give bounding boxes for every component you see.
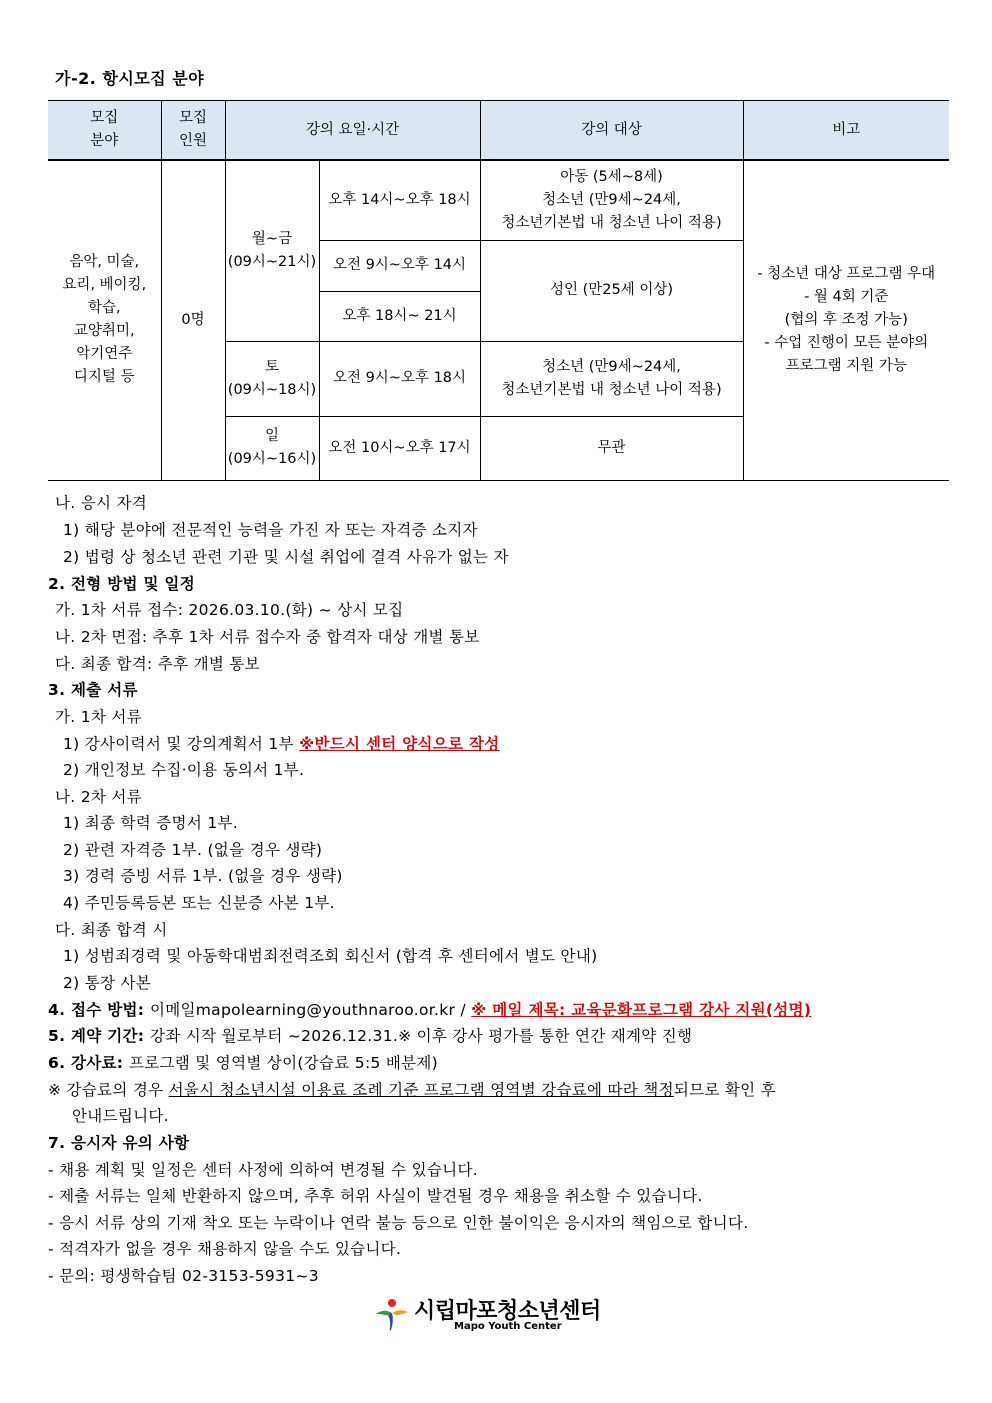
documents-first-item-2: 2) 개인정보 수집·이용 동의서 1부. bbox=[63, 761, 305, 779]
header-target: 강의 대상 bbox=[480, 101, 743, 161]
documents-final-heading: 다. 최종 합격 시 bbox=[55, 921, 168, 939]
header-field: 모집 분야 bbox=[48, 101, 161, 161]
cell-time-3: 오후 18시~ 21시 bbox=[319, 291, 480, 341]
notes-item-3: - 응시 서류 상의 기재 착오 또는 누락이나 연락 불능 등으로 인한 불이익은 응시자의 책임으로 합니다. bbox=[48, 1214, 749, 1232]
documents-second-heading: 나. 2차 서류 bbox=[55, 788, 142, 806]
cell-target-2: 성인 (만25세 이상) bbox=[480, 240, 743, 341]
qualification-item-2: 2) 법령 상 청소년 관련 기관 및 시설 취업에 결격 사유가 없는 자 bbox=[63, 548, 509, 566]
fee-notice-suffix: 되므로 확인 후 bbox=[673, 1081, 776, 1099]
notes-item-2: - 제출 서류는 일체 반환하지 않으며, 추후 허위 사실이 발견될 경우 채용을 취소할 수 있습니다. bbox=[48, 1187, 703, 1205]
application-method bbox=[48, 998, 811, 1020]
lecture-fee-text: 프로그램 및 영역별 상이(강습료 5:5 배분제) bbox=[128, 1054, 439, 1072]
notes-heading: 7. 응시자 유의 사항 bbox=[48, 1134, 190, 1152]
documents-first-item-1 bbox=[63, 732, 500, 754]
header-count: 모집 인원 bbox=[161, 101, 225, 161]
cell-target-4: 무관 bbox=[480, 416, 743, 480]
cell-time-5: 오전 10시~오후 17시 bbox=[319, 416, 480, 480]
contract-period-label: 5. 계약 기간: bbox=[48, 1027, 150, 1045]
cell-count: 0명 bbox=[161, 160, 225, 480]
contract-period-text: 강좌 시작 월로부터 ~2026.12.31.※ 이후 강사 평가를 통한 연간 재계약 진행 bbox=[149, 1027, 693, 1045]
section-title: 가-2. 항시모집 분야 bbox=[55, 69, 205, 88]
documents-final-item-1: 1) 성범죄경력 및 아동학대범죄전력조회 회신서 (합격 후 센터에서 별도 안내) bbox=[63, 947, 598, 965]
selection-item-3: 다. 최종 합격: 추후 개별 통보 bbox=[55, 655, 260, 673]
lecture-fee bbox=[48, 1051, 438, 1073]
contract-period bbox=[48, 1024, 692, 1046]
selection-item-2: 나. 2차 면접: 추후 1차 서류 접수자 중 합격자 대상 개별 통보 bbox=[55, 628, 480, 646]
table-header-row bbox=[48, 101, 949, 161]
notes-item-5: - 문의: 평생학습팀 02-3153-5931~3 bbox=[48, 1267, 319, 1285]
selection-heading: 2. 전형 방법 및 일정 bbox=[48, 575, 195, 593]
documents-second-item-1: 1) 최종 학력 증명서 1부. bbox=[63, 814, 238, 832]
documents-heading: 3. 제출 서류 bbox=[48, 681, 138, 699]
qualification-item-1: 1) 해당 분야에 전문적인 능력을 가진 자 또는 자격증 소지자 bbox=[63, 521, 478, 539]
application-method-label: 4. 접수 방법: bbox=[48, 1001, 150, 1019]
fee-notice-rule: 서울시 청소년시설 이용료 조례 기준 프로그램 영역별 강습료에 따라 책정 bbox=[168, 1081, 674, 1099]
center-logo-subtitle: Mapo Youth Center bbox=[454, 1321, 562, 1332]
documents-second-item-4: 4) 주민등록등본 또는 신분증 사본 1부. bbox=[63, 894, 335, 912]
center-logo-name: 시립마포청소년센터 bbox=[414, 1299, 601, 1324]
fee-notice-continued: 안내드립니다. bbox=[72, 1107, 169, 1125]
cell-days-weekday: 월~금 (09시~21시) bbox=[225, 160, 319, 341]
lecture-fee-label: 6. 강사료: bbox=[48, 1054, 129, 1072]
documents-second-item-2: 2) 관련 자격증 1부. (없을 경우 생략) bbox=[63, 841, 323, 859]
documents-first-item-1-text: 1) 강사이력서 및 강의계획서 1부 bbox=[63, 735, 300, 753]
center-logo bbox=[372, 1296, 602, 1336]
documents-second-item-3: 3) 경력 증빙 서류 1부. (없을 경우 생략) bbox=[63, 867, 343, 885]
cell-target-3: 청소년 (만9세~24세, 청소년기본법 내 청소년 나이 적용) bbox=[480, 341, 743, 416]
cell-days-sat: 토 (09시~18시) bbox=[225, 341, 319, 416]
selection-item-1: 가. 1차 서류 접수: 2026.03.10.(화) ~ 상시 모집 bbox=[55, 601, 404, 619]
cell-target-1: 아동 (5세~8세) 청소년 (만9세~24세, 청소년기본법 내 청소년 나이 적용) bbox=[480, 160, 743, 240]
cell-time-4: 오전 9시~오후 18시 bbox=[319, 341, 480, 416]
cell-field: 음악, 미술, 요리, 베이킹, 학습, 교양취미, 악기연주 디지털 등 bbox=[48, 160, 161, 480]
application-email[interactable]: 이메일mapolearning@youthnaroo.or.kr / bbox=[149, 1001, 472, 1019]
header-schedule: 강의 요일·시간 bbox=[225, 101, 480, 161]
cell-days-sun: 일 (09시~16시) bbox=[225, 416, 319, 480]
notes-item-4: - 적격자가 없을 경우 채용하지 않을 수도 있습니다. bbox=[48, 1240, 402, 1258]
cell-time-2: 오전 9시~오후 14시 bbox=[319, 240, 480, 291]
fee-notice-prefix: ※ 강습료의 경우 bbox=[48, 1081, 169, 1099]
fee-notice bbox=[48, 1078, 776, 1100]
documents-final-item-2: 2) 통장 사본 bbox=[63, 974, 152, 992]
notes-item-1: - 채용 계획 및 일정은 센터 사정에 의하여 변경될 수 있습니다. bbox=[48, 1161, 478, 1179]
email-subject-notice: ※ 메일 제목: 교육문화프로그램 강사 지원(성명) bbox=[471, 1001, 812, 1019]
qualification-heading: 나. 응시 자격 bbox=[55, 494, 148, 512]
table-row bbox=[48, 160, 949, 240]
header-note: 비고 bbox=[743, 101, 949, 161]
center-logo-icon bbox=[372, 1296, 412, 1336]
cell-time-1: 오후 14시~오후 18시 bbox=[319, 160, 480, 240]
template-notice: ※반드시 센터 양식으로 작성 bbox=[299, 735, 500, 753]
documents-first-heading: 가. 1차 서류 bbox=[55, 708, 142, 726]
cell-note: - 청소년 대상 프로그램 우대 - 월 4회 기준 (협의 후 조정 가능) - 수업 진행이 모든 분야의 프로그램 지원 가능 bbox=[743, 160, 949, 480]
recruitment-table bbox=[48, 100, 949, 481]
